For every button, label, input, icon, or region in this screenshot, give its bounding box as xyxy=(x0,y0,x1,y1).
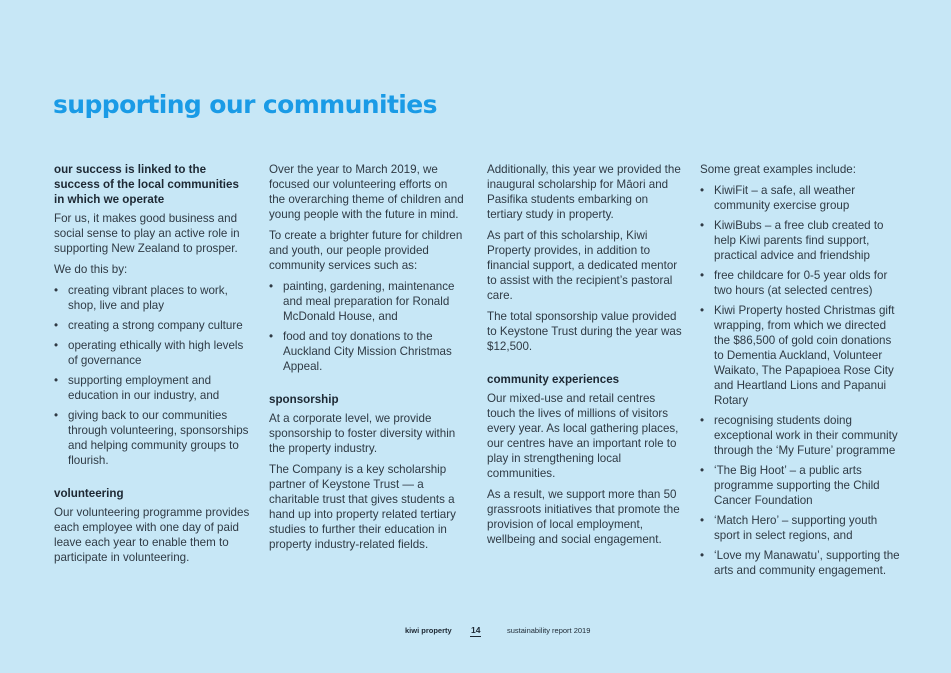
list-item xyxy=(269,279,465,324)
bullet-icon: • xyxy=(700,269,705,282)
column-4 xyxy=(700,162,900,584)
list-item-text: creating vibrant places to work, shop, live and play xyxy=(68,284,228,312)
list-item-text: painting, gardening, maintenance and meal preparation for Ronald McDonald House, and xyxy=(283,280,455,323)
bullet-icon: • xyxy=(700,549,705,562)
list-item xyxy=(54,283,250,313)
paragraph: At a corporate level, we provide sponsorship to foster diversity within the property industry. xyxy=(269,412,456,455)
list-item xyxy=(54,408,250,468)
bullet-list xyxy=(54,283,250,468)
bullet-icon: • xyxy=(700,304,705,317)
paragraph: The Company is a key scholarship partner of Keystone Trust — a charitable trust that gives students a hand up into property related tertiary studies to further their education in property industry-related fields. xyxy=(269,463,456,551)
list-item-text: operating ethically with high levels of governance xyxy=(68,339,244,367)
list-item-text: ‘Match Hero’ – supporting youth sport in select regions, and xyxy=(714,514,878,542)
list-item-text: KiwiFit – a safe, all weather community exercise group xyxy=(714,184,856,212)
bullet-icon: • xyxy=(700,219,705,232)
column-1 xyxy=(54,162,250,571)
list-item xyxy=(54,318,250,333)
list-item-text: KiwiBubs – a free club created to help Kiwi parents find support, practical advice and friendship xyxy=(714,219,884,262)
bullet-icon: • xyxy=(54,409,59,422)
page-number: 14 xyxy=(471,625,481,635)
list-item xyxy=(54,338,250,368)
list-item-text: free childcare for 0-5 year olds for two hours (at selected centres) xyxy=(714,269,888,297)
paragraph: We do this by: xyxy=(54,263,128,276)
bullet-icon: • xyxy=(54,284,59,297)
list-item xyxy=(700,303,900,408)
list-item xyxy=(700,413,900,458)
bullet-list xyxy=(269,279,465,374)
bullet-list xyxy=(700,183,900,578)
list-item-text: ‘The Big Hoot’ – a public arts programme supporting the Child Cancer Foundation xyxy=(714,464,880,507)
bullet-icon: • xyxy=(54,339,59,352)
paragraph: As part of this scholarship, Kiwi Property provides, in addition to financial support, a dedicated mentor to assist with the recipient’s pastoral care. xyxy=(487,229,678,302)
lead-heading: our success is linked to the success of the local communities in which we operate xyxy=(54,163,239,206)
column-3 xyxy=(487,162,683,553)
list-item xyxy=(54,373,250,403)
paragraph: For us, it makes good business and social sense to play an active role in supporting New Zealand to prosper. xyxy=(54,212,240,255)
section-heading-volunteering: volunteering xyxy=(54,487,124,500)
paragraph: Our volunteering programme provides each employee with one day of paid leave each year to enable them to participate in volunteering. xyxy=(54,506,250,564)
list-item-text: ‘Love my Manawatu’, supporting the arts and community engagement. xyxy=(714,549,900,577)
list-item-text: creating a strong company culture xyxy=(68,319,243,332)
paragraph: To create a brighter future for children and youth, our people provided community services such as: xyxy=(269,229,463,272)
paragraph: Some great examples include: xyxy=(700,163,856,176)
list-item xyxy=(700,183,900,213)
list-item-text: giving back to our communities through volunteering, sponsorships and helping community groups to flourish. xyxy=(68,409,249,467)
list-item xyxy=(700,268,900,298)
list-item-text: supporting employment and education in our industry, and xyxy=(68,374,220,402)
bullet-icon: • xyxy=(269,280,274,293)
list-item xyxy=(700,548,900,578)
bullet-icon: • xyxy=(700,514,705,527)
column-2 xyxy=(269,162,465,558)
bullet-icon: • xyxy=(54,319,59,332)
section-heading-sponsorship: sponsorship xyxy=(269,393,339,406)
list-item-text: Kiwi Property hosted Christmas gift wrapping, from which we directed the $86,500 of gold coin donations to Dementia Auckland, Volunteer Waikato, The Papapioea Rose City and Heartland Lions and Papanui Rotary xyxy=(714,304,895,407)
paragraph: Our mixed-use and retail centres touch the lives of millions of visitors every year. As local gathering places, our centres have an important role to play in strengthening local communities. xyxy=(487,392,679,480)
paragraph: The total sponsorship value provided to Keystone Trust during the year was $12,500. xyxy=(487,310,682,353)
list-item xyxy=(700,218,900,263)
bullet-icon: • xyxy=(700,464,705,477)
paragraph: As a result, we support more than 50 grassroots initiatives that promote the provision of local employment, wellbeing and social engagement. xyxy=(487,488,680,546)
page-title: supporting our communities xyxy=(53,90,437,119)
paragraph: Additionally, this year we provided the inaugural scholarship for Māori and Pasifika students embarking on tertiary study in property. xyxy=(487,163,681,221)
footer-brand: kiwi property xyxy=(405,626,452,635)
section-heading-community-experiences: community experiences xyxy=(487,373,620,386)
list-item-text: food and toy donations to the Auckland City Mission Christmas Appeal. xyxy=(283,330,452,373)
bullet-icon: • xyxy=(54,374,59,387)
bullet-icon: • xyxy=(700,414,705,427)
bullet-icon: • xyxy=(269,330,274,343)
list-item xyxy=(700,463,900,508)
paragraph: Over the year to March 2019, we focused our volunteering efforts on the overarching theme of children and young people with the future in mind. xyxy=(269,163,464,221)
list-item xyxy=(700,513,900,543)
bullet-icon: • xyxy=(700,184,705,197)
list-item-text: recognising students doing exceptional work in their community through the ‘My Future’ programme xyxy=(714,414,898,457)
footer-report-title: sustainability report 2019 xyxy=(507,626,591,635)
list-item xyxy=(269,329,465,374)
